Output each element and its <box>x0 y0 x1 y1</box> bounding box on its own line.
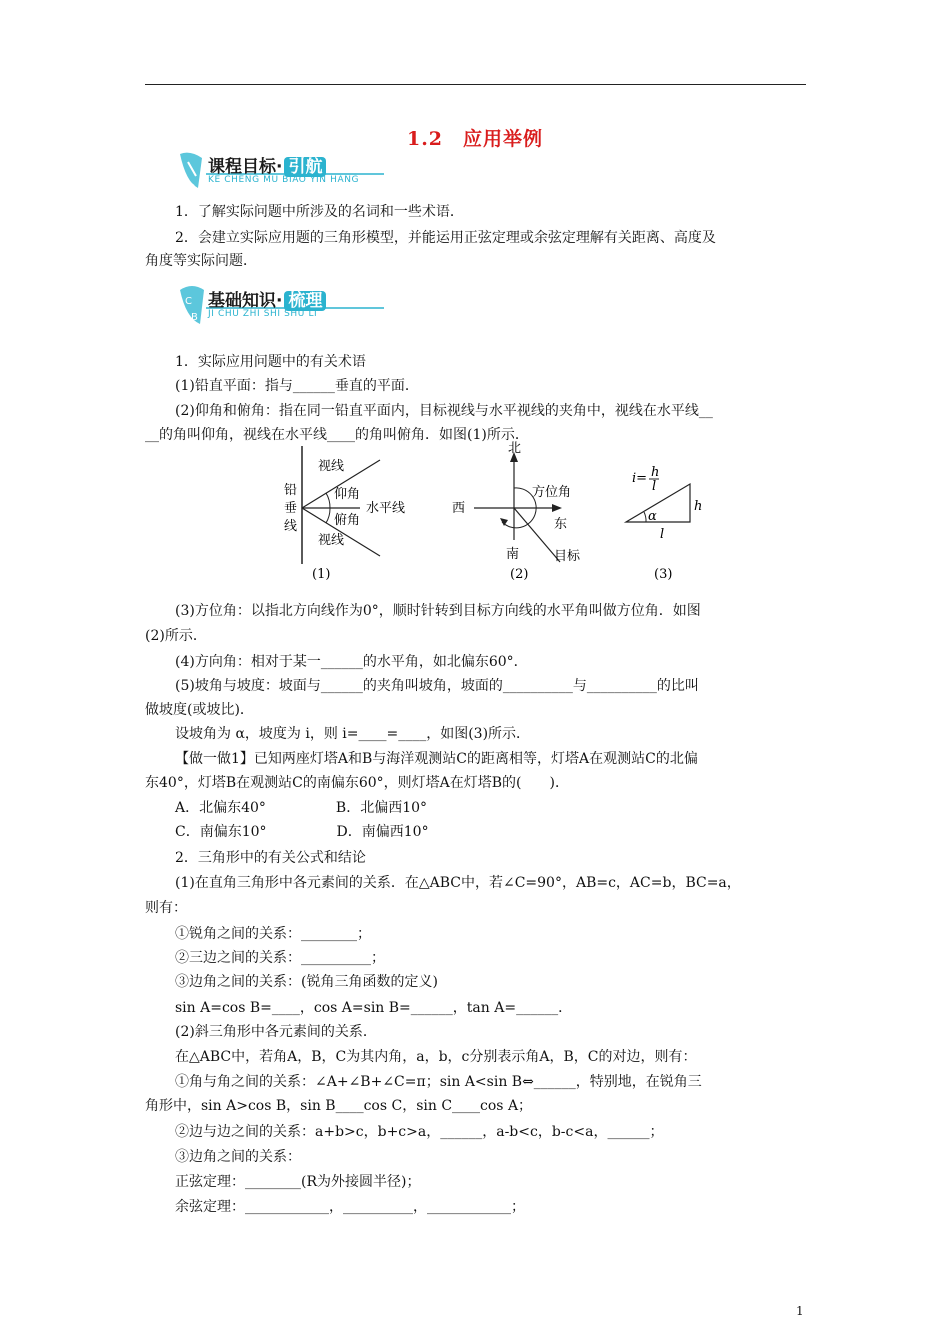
figure-2-label: (2) <box>510 567 529 582</box>
basic-knowledge-banner: C A B 基础知识· 梳理 JI CHU ZHI SHI SHU LI <box>178 282 388 326</box>
length-label: l <box>660 527 665 542</box>
south-label: 南 <box>506 547 520 562</box>
svg-text:A: A <box>182 310 189 321</box>
objective-2-cont: 角度等实际问题． <box>145 253 257 269</box>
figure-1-elevation-depression <box>284 446 405 582</box>
text-line: ①角与角之间的关系：∠A+∠B+∠C=π；sin A<sin B⇔______，特别地，在锐角三 <box>175 1074 702 1090</box>
text-line: ①锐角之间的关系：________； <box>175 926 371 942</box>
objective-2: 2．会建立实际应用题的三角形模型，并能运用正弦定理或余弦定理解有关距离、高度及 <box>175 230 716 246</box>
objective-1: 1．了解实际问题中所涉及的名词和一些术语． <box>175 204 464 220</box>
vertical-label-3: 线 <box>284 519 298 534</box>
section-heading: 1．实际应用问题中的有关术语 <box>175 354 366 370</box>
vertical-label-2: 垂 <box>284 501 298 516</box>
exercise-options-ab: A．北偏东40° B．北偏西10° <box>175 800 428 816</box>
sight-top-label: 视线 <box>318 459 345 474</box>
vertical-label-1: 铅 <box>284 483 298 498</box>
figure-3-slope <box>626 465 702 582</box>
exercise-question: 【做一做1】已知两座灯塔A和B与海洋观测站C的距离相等，灯塔A在观测站C的北偏 <box>175 751 698 767</box>
text-line: 正弦定理：________(R为外接圆半径)； <box>175 1174 421 1190</box>
text-line: 设坡角为 α，坡度为 i，则 i=____=____，如图(3)所示． <box>175 726 531 742</box>
text-line: (2)斜三角形中各元素间的关系． <box>175 1024 377 1040</box>
page-title: 1.2 应用举例 <box>406 128 544 150</box>
text-line: (2)仰角和俯角：指在同一铅直平面内，目标视线与水平视线的夹角中，视线在水平线__ <box>175 403 713 419</box>
diagrams <box>270 440 720 590</box>
svg-text:B: B <box>191 312 198 323</box>
text-line: sin A=cos B=____，cos A=sin B=______，tan A=______． <box>175 1000 573 1016</box>
svg-text:C: C <box>185 296 192 307</box>
text-line: (3)方位角：以指北方向线作为0°，顺时针转到目标方向线的水平角叫做方位角．如图 <box>175 603 701 619</box>
text-line: 则有： <box>145 900 187 916</box>
text-line: (5)坡角与坡度：坡面与______的夹角叫坡角，坡面的__________与__________的比叫 <box>175 678 699 694</box>
text-line: 在△ABC中，若角A，B，C为其内角，a，b，c分别表示角A，B，C的对边，则有： <box>175 1049 697 1065</box>
section-heading: 2．三角形中的有关公式和结论 <box>175 850 366 866</box>
alpha-label: α <box>648 509 657 524</box>
slope-h-numerator: h <box>651 465 660 480</box>
text-line: (2)所示． <box>145 628 207 644</box>
elevation-label: 仰角 <box>334 487 361 502</box>
text-line: 角形中，sin A>cos B，sin B____cos C，sin C____cos A； <box>145 1098 533 1114</box>
text-line: (1)在直角三角形中各元素间的关系．在△ABC中，若∠C=90°，AB=c，AC=b，BC=a， <box>175 875 741 891</box>
target-label: 目标 <box>554 549 581 564</box>
text-line: ②三边之间的关系：__________； <box>175 950 385 966</box>
slope-l-denominator: l <box>652 479 657 494</box>
sight-bottom-label: 视线 <box>318 533 345 548</box>
exercise-options-cd: C．南偏东10° D．南偏西10° <box>175 824 429 840</box>
top-rule <box>145 84 806 85</box>
text-line: (1)铅直平面：指与______垂直的平面． <box>175 378 419 394</box>
text-line: ③边角之间的关系：(锐角三角函数的定义) <box>175 974 438 990</box>
text-line: 做坡度(或坡比)． <box>145 702 254 718</box>
west-label: 西 <box>452 501 466 516</box>
figure-1-label: (1) <box>312 567 331 582</box>
east-label: 东 <box>554 517 568 532</box>
exercise-question-cont: 东40°，灯塔B在观测站C的南偏东60°，则灯塔A在灯塔B的( )． <box>145 775 569 791</box>
slope-i-label: i= <box>632 471 648 486</box>
page-number: 1 <box>796 1304 804 1318</box>
north-label: 北 <box>508 441 522 456</box>
text-line: ②边与边之间的关系：a+b>c，b+c>a，______，a-b<c，b-c<a，______； <box>175 1124 664 1140</box>
horizontal-label: 水平线 <box>366 501 406 516</box>
text-line: __的角叫仰角，视线在水平线____的角叫俯角．如图(1)所示． <box>145 427 529 443</box>
text-line: ③边角之间的关系： <box>175 1149 301 1165</box>
figure-2-bearing <box>452 441 581 582</box>
text-line: 余弦定理：____________，__________，____________； <box>175 1199 525 1215</box>
depression-label: 俯角 <box>334 513 361 528</box>
bearing-label: 方位角 <box>532 485 572 500</box>
figure-3-label: (3) <box>654 567 673 582</box>
course-objectives-banner: 课程目标· 引航 KE CHENG MU BIAO YIN HANG <box>178 148 388 192</box>
height-label: h <box>694 499 703 514</box>
text-line: (4)方向角：相对于某一______的水平角，如北偏东60°． <box>175 654 528 670</box>
